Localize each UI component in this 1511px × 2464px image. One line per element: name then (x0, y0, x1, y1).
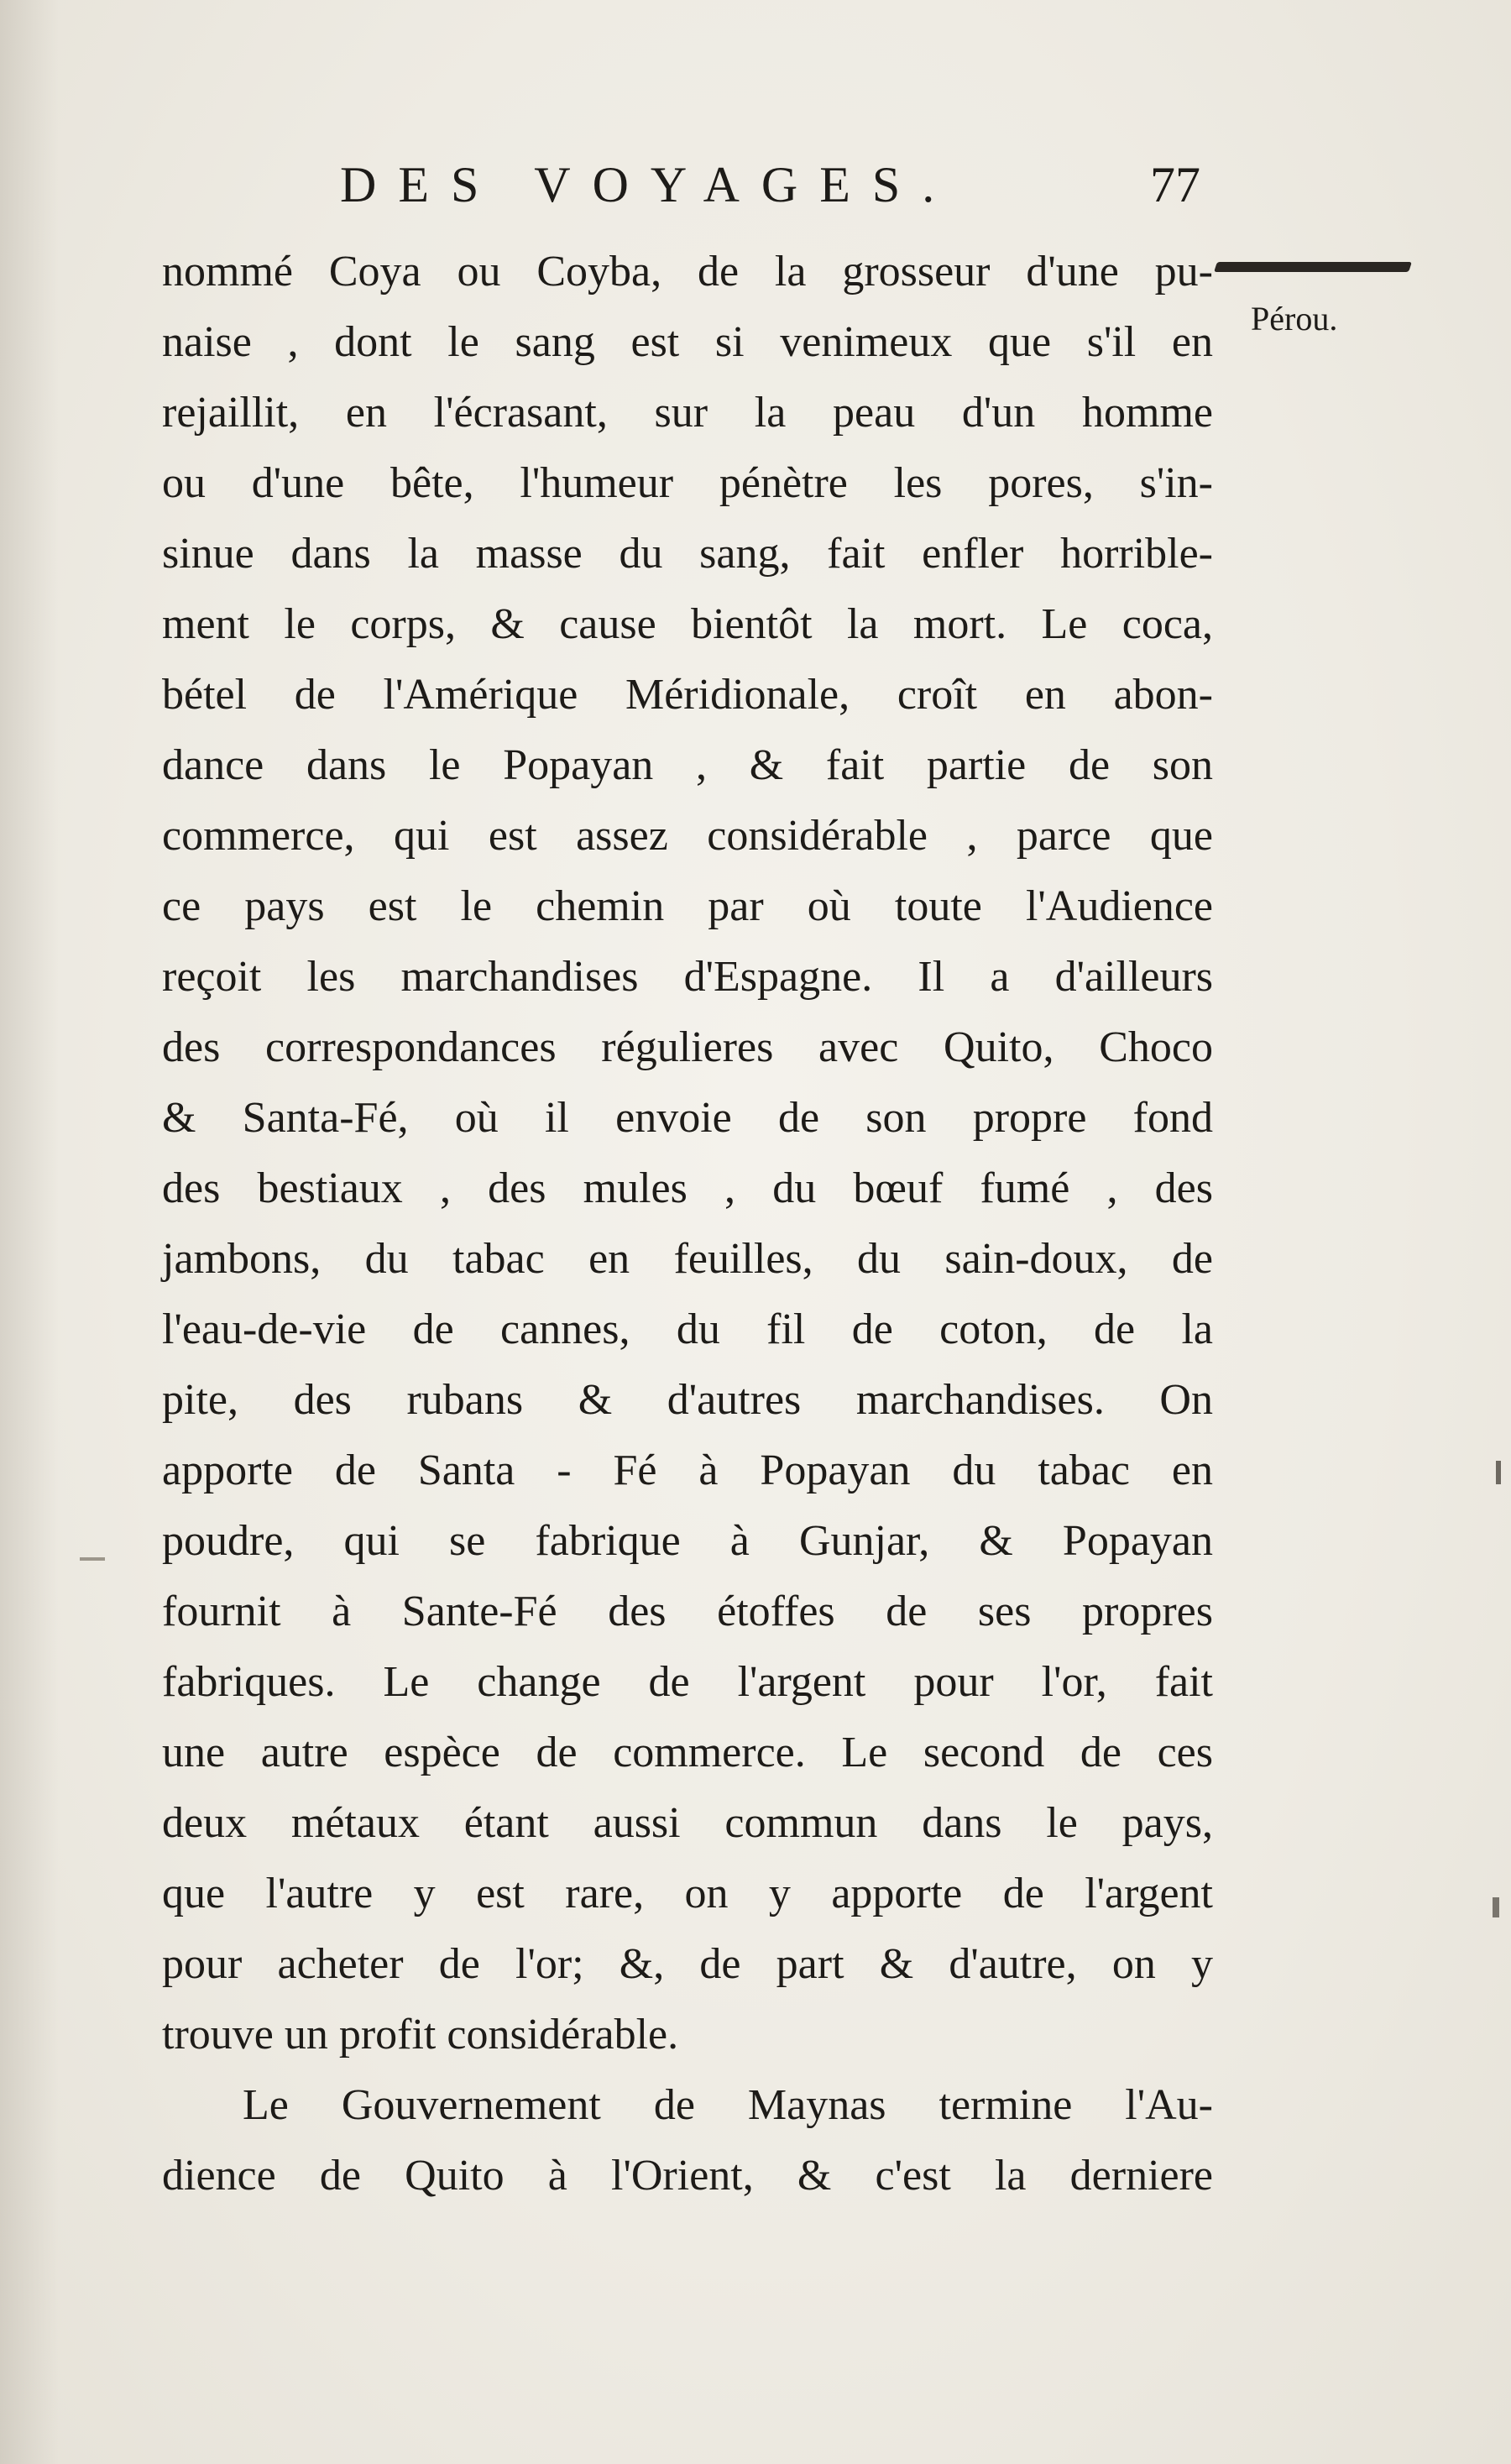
text-line: dience de Quito à l'Orient, & c'est la derniere (162, 2152, 1213, 2200)
ink-speck (1493, 1897, 1499, 1917)
page-number: 77 (1150, 157, 1200, 212)
text-line: ce pays est le chemin par où toute l'Audience (162, 882, 1213, 930)
ink-speck (1496, 1461, 1501, 1484)
text-line: naise , dont le sang est si venimeux que s'il en (162, 318, 1213, 366)
text-line: ment le corps, & cause bientôt la mort. Le coca, (162, 600, 1213, 648)
margin-rule (1214, 262, 1412, 272)
paragraph-start-line: Le Gouvernement de Maynas termine l'Au- (243, 2081, 1213, 2129)
text-line: & Santa-Fé, où il envoie de son propre fond (162, 1094, 1213, 1142)
text-line: dance dans le Popayan , & fait partie de son (162, 741, 1213, 789)
text-line: bétel de l'Amérique Méridionale, croît en abon- (162, 671, 1213, 719)
text-line: commerce, qui est assez considérable , parce que (162, 812, 1213, 860)
paragraph-end-line: trouve un profit considérable. (162, 2011, 679, 2059)
text-line: poudre, qui se fabrique à Gunjar, & Popayan (162, 1517, 1213, 1565)
running-head: DES VOYAGES. (340, 157, 957, 212)
text-line: que l'autre y est rare, on y apporte de l'argent (162, 1870, 1213, 1917)
text-line: l'eau-de-vie de cannes, du fil de coton, de la (162, 1305, 1213, 1353)
text-line: sinue dans la masse du sang, fait enfler horrible- (162, 530, 1213, 578)
page-fold-shadow (0, 0, 59, 2464)
text-line: des correspondances régulieres avec Quito, Choco (162, 1023, 1213, 1071)
body-text (162, 237, 1213, 2211)
ink-speck (80, 1557, 105, 1561)
text-line: une autre espèce de commerce. Le second de ces (162, 1729, 1213, 1776)
text-line: fournit à Sante-Fé des étoffes de ses propres (162, 1588, 1213, 1635)
text-line: des bestiaux , des mules , du bœuf fumé , des (162, 1164, 1213, 1212)
text-line: fabriques. Le change de l'argent pour l'or, fait (162, 1658, 1213, 1706)
margin-note: Pérou. (1251, 300, 1338, 337)
text-line: ou d'une bête, l'humeur pénètre les pores, s'in- (162, 459, 1213, 507)
text-line: pour acheter de l'or; &, de part & d'autre, on y (162, 1940, 1213, 1988)
text-line: jambons, du tabac en feuilles, du sain-doux, de (162, 1235, 1213, 1283)
text-line: reçoit les marchandises d'Espagne. Il a d'ailleurs (162, 953, 1213, 1001)
page-header (168, 151, 1200, 218)
text-line: deux métaux étant aussi commun dans le pays, (162, 1799, 1213, 1847)
text-line: pite, des rubans & d'autres marchandises. On (162, 1376, 1213, 1424)
text-line: nommé Coya ou Coyba, de la grosseur d'une pu- (162, 248, 1213, 296)
text-line: rejaillit, en l'écrasant, sur la peau d'un homme (162, 389, 1213, 437)
text-line: apporte de Santa - Fé à Popayan du tabac en (162, 1446, 1213, 1494)
